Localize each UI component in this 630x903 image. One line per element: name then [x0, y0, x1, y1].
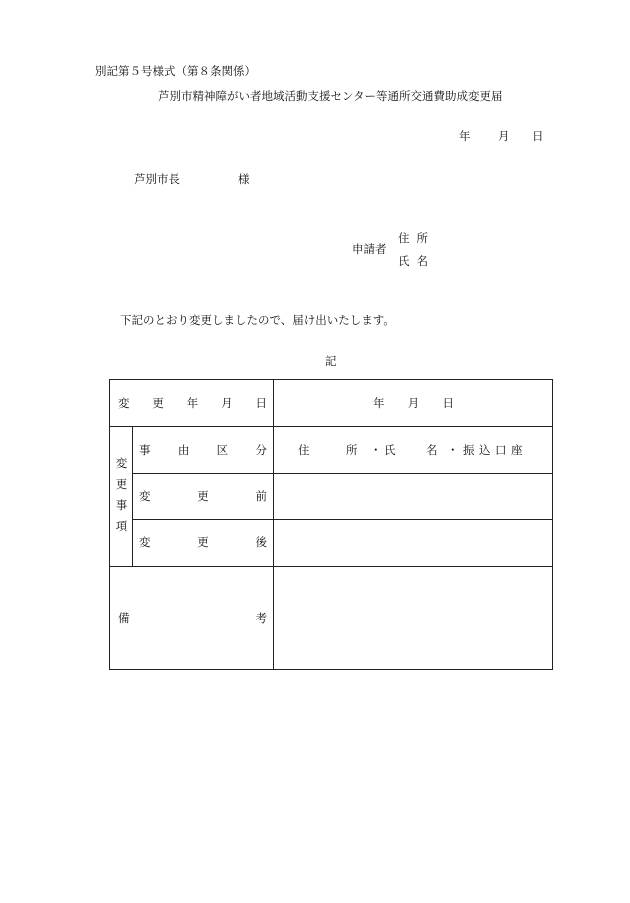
after-change-value[interactable]: [274, 520, 552, 566]
remarks-value[interactable]: [274, 567, 552, 670]
before-change-value[interactable]: [274, 474, 552, 519]
applicant-label: 申請者: [352, 242, 387, 256]
before-change-label: 変 更 前: [139, 489, 267, 503]
addressee-honorific: 様: [238, 172, 250, 186]
addressee-name: 芦別市長: [134, 172, 180, 186]
name-label: 氏名: [398, 254, 435, 268]
date-day-label: 日: [532, 129, 544, 143]
row-divider: [110, 426, 552, 427]
form-title: 芦別市精神障がい者地域活動支援センター等通所交通費助成変更届: [158, 89, 503, 103]
change-form-table: 変 更 年 月 日 年 月 日 変 更 事 項 事 由 区 分 住 所 ・ 氏 名 ・ 振 込 口 座 変 更 前 変 更 後 備 考: [109, 379, 553, 670]
after-change-label: 変 更 後: [139, 535, 267, 549]
date-year-label: 年: [459, 129, 471, 143]
address-label: 住所: [398, 231, 435, 245]
reason-label: 事 由 区 分: [139, 443, 267, 457]
form-number: 別記第５号様式（第８条関係）: [95, 64, 256, 78]
sub-column-divider: [132, 427, 133, 566]
change-date-label: 変 更 年 月 日: [118, 396, 267, 410]
remarks-label: 備 考: [118, 611, 267, 625]
ki-heading: 記: [325, 354, 337, 368]
body-text: 下記のとおり変更しましたので、届け出いたします。: [120, 313, 395, 327]
change-items-label: 変 更 事 項: [115, 456, 128, 533]
change-date-value[interactable]: 年 月 日: [373, 396, 454, 410]
date-month-label: 月: [498, 129, 510, 143]
